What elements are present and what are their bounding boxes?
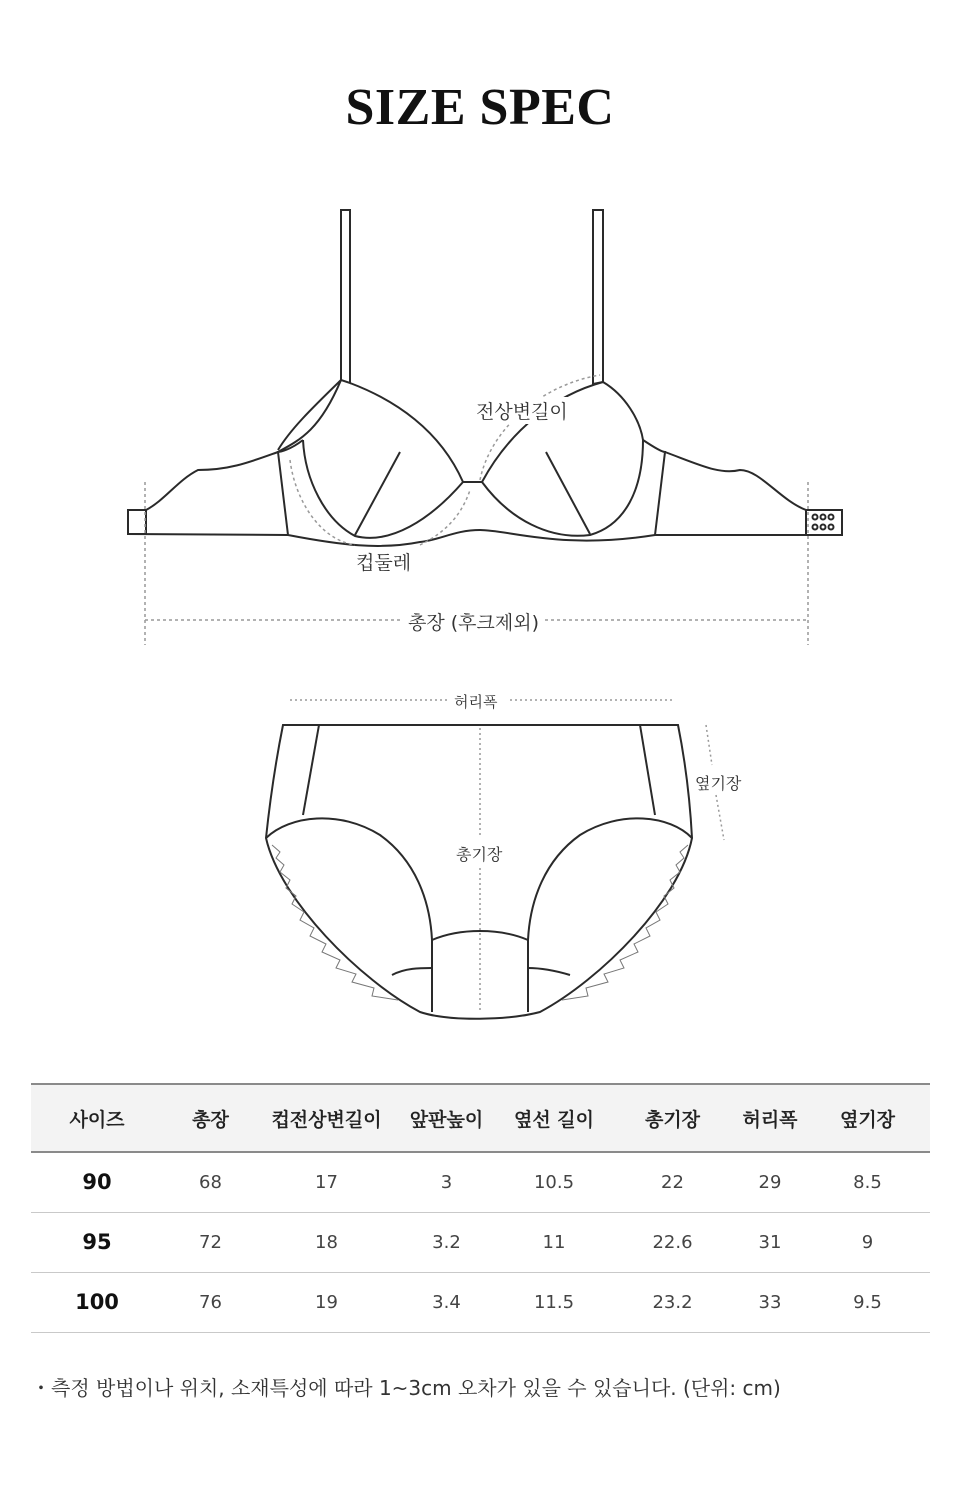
waist-width-label: 허리폭	[454, 693, 498, 711]
upper-cup-label: 전상변길이	[476, 397, 568, 424]
cell: 11	[542, 1231, 566, 1253]
cell: 72	[199, 1231, 222, 1253]
table-row	[31, 1212, 930, 1272]
cell: 9	[861, 1231, 874, 1253]
bra-drawing	[128, 210, 842, 546]
cell: 22	[661, 1171, 684, 1193]
cell: 3	[440, 1171, 453, 1193]
left-strap	[341, 210, 350, 383]
left-cup	[278, 380, 463, 538]
cell-size: 95	[82, 1230, 112, 1254]
header-rise: 총기장	[644, 1108, 701, 1131]
cell: 10.5	[533, 1171, 575, 1193]
panty-right-leg	[528, 818, 692, 1012]
total-length-label: 총장 (후크제외)	[408, 608, 539, 635]
header-total-length: 총장	[192, 1108, 229, 1131]
cell: 29	[758, 1171, 782, 1193]
header-side-seam-length: 옆선 길이	[513, 1108, 595, 1131]
measurement-note: ・측정 방법이나 위치, 소재특성에 따라 1~3cm 오차가 있을 수 있습니다. (단위: cm)	[31, 1376, 781, 1400]
cell: 18	[315, 1231, 338, 1253]
cell: 23.2	[652, 1291, 693, 1313]
cell: 68	[199, 1171, 222, 1193]
header-waist: 허리폭	[742, 1108, 798, 1131]
size-spec-table	[31, 1083, 930, 1333]
cell: 33	[758, 1291, 782, 1313]
cell: 9.5	[853, 1291, 882, 1313]
header-cup-upper-length: 컵전상변길이	[271, 1108, 382, 1131]
cell: 8.5	[853, 1171, 882, 1193]
header-side-length: 옆기장	[839, 1108, 896, 1131]
panty-drawing	[266, 725, 692, 1019]
cell: 76	[199, 1291, 222, 1313]
cup-circumference-label: 컵둘레	[356, 548, 411, 575]
cell-size: 90	[82, 1170, 112, 1195]
cell: 11.5	[533, 1291, 575, 1313]
table-header-row	[31, 1084, 930, 1152]
table-row	[31, 1272, 930, 1332]
cell: 19	[315, 1291, 338, 1313]
panty-right-panel	[640, 725, 655, 815]
right-wing	[643, 440, 842, 535]
left-hook-panel	[128, 510, 146, 534]
cell: 17	[315, 1171, 338, 1193]
cell-size: 100	[75, 1290, 119, 1314]
panty-outline	[266, 725, 692, 1019]
panty-left-panel	[303, 725, 319, 815]
header-size: 사이즈	[69, 1108, 125, 1131]
panty-left-leg	[266, 818, 432, 1012]
table-row	[31, 1152, 930, 1212]
cell: 22.6	[652, 1231, 693, 1253]
left-wing	[128, 380, 810, 546]
cell: 3.4	[432, 1291, 461, 1313]
header-front-height: 앞판높이	[409, 1108, 484, 1131]
cell: 31	[758, 1231, 782, 1253]
page-title: SIZE SPEC	[345, 79, 615, 136]
side-length-label: 옆기장	[695, 771, 741, 794]
cell: 3.2	[432, 1231, 461, 1253]
right-strap	[593, 210, 603, 384]
rise-length-label: 총기장	[456, 842, 502, 865]
